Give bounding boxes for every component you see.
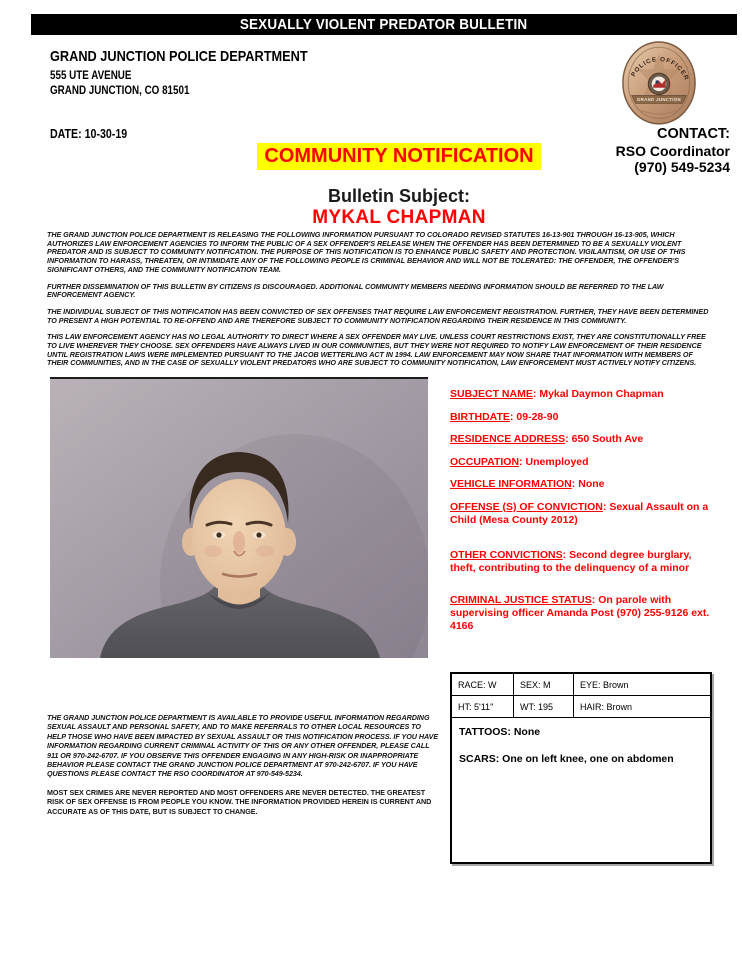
tattoos-line: TATTOOS: None: [459, 726, 541, 738]
safety-info-paragraph: THE GRAND JUNCTION POLICE DEPARTMENT IS AVAILABLE TO PROVIDE USEFUL INFORMATION REGARDING SEXUAL ASSAULT AND PERSONAL SAFETY, AND TO MAKE REFERRALS TO OTHER LOCAL RESOURCES TO HELP THOSE WHO HAVE BEEN IMPACTED BY SEXUAL ASSAULT OR THIS NOTIFICATION PROCESS. IF YOU HAVE INFORMATION REGARDING CURRENT CRIMINAL ACTIVITY OF THIS OR ANY OTHER OFFENDER, PLEASE CALL 911 OR 970-242-6707. IF YOU OBSERVE THIS OFFENDER ENGAGING IN ANY HIGH-RISK OR INAPPROPRIATE BEHAVIOR PLEASE CONTACT THE GRAND JUNCTION POLICE DEPARTMENT AT 970-242-6707. IF YOU HAVE QUESTIONS PLEASE CONTACT THE RSO COORDINATOR AT 970-549-5234.: [47, 713, 439, 779]
badge-top-text: POLICE OFFICER: [629, 56, 691, 82]
marks-section: [452, 718, 710, 774]
table-cell-race: RACE: W: [452, 674, 514, 696]
detail-row-birthdate: BIRTHDATE: 09-28-90: [450, 410, 559, 423]
contact-phone: (970) 549-5234: [634, 159, 730, 175]
detail-row-occupation: OCCUPATION: Unemployed: [450, 455, 589, 468]
department-address-line1: 555 UTE AVENUE: [50, 68, 132, 82]
table-cell-sex: SEX: M: [514, 674, 574, 696]
bulletin-subject-heading: Bulletin Subject:: [327, 186, 470, 206]
table-cell-hair: HAIR: Brown: [574, 696, 710, 718]
detail-row-vehicle-information: VEHICLE INFORMATION: None: [450, 478, 605, 490]
community-notification-title: COMMUNITY NOTIFICATION: [257, 143, 540, 170]
physical-description-grid: [452, 674, 710, 718]
department-address-line2: GRAND JUNCTION, CO 81501: [50, 83, 190, 97]
bulletin-date: DATE: 10-30-19: [50, 127, 128, 141]
subject-details-list: [450, 388, 712, 642]
release-statute-paragraph: THE GRAND JUNCTION POLICE DEPARTMENT IS RELEASING THE FOLLOWING INFORMATION PURSUANT TO COLORADO REVISED STATUTES 16-13-901 THROUGH 16-13-905, WHICH AUTHORIZES LAW ENFORCEMENT AGENCIES TO INFORM THE PUBLIC OF A SEX OFFENDER'S RELEASE WHEN THE OFFENDER HAS BEEN DETERMINED TO BE A SEXUALLY VIOLENT PREDATOR AND IS SUBJECT TO COMMUNITY NOTIFICATION. THE PURPOSE OF THIS NOTIFICATION IS TO ENHANCE PUBLIC SAFETY AND PROTECTION. VIGILANTISM, OR USE OF THIS INFORMATION TO HARASS, THREATEN, OR INTIMIDATE ANY OF THE FOLLOWING PEOPLE IS CRIMINAL BEHAVIOR AND WILL NOT BE TOLERATED: THE OFFENDER, THE OFFENDER'S SIGNIFICANT OTHERS, AND THE COMMUNITY NOTIFICATION TEAM.: [47, 230, 686, 274]
contact-heading: CONTACT:: [656, 126, 730, 142]
badge-banner-text: GRAND JUNCTION: [636, 97, 682, 103]
detail-row-other-convictions: OTHER CONVICTIONS: Second degree burglary, theft, contributing to the delinquency of a minor: [450, 548, 692, 574]
contact-name: RSO Coordinator: [615, 142, 730, 159]
department-name: GRAND JUNCTION POLICE DEPARTMENT: [50, 48, 308, 65]
bulletin-subject-name: MYKAL CHAPMAN: [312, 207, 486, 228]
table-cell-eye: EYE: Brown: [574, 674, 710, 696]
detail-row-offense-of-conviction: OFFENSE (S) OF CONVICTION: Sexual Assault on a Child (Mesa County 2012): [450, 500, 709, 526]
detail-row-criminal-justice-status: CRIMINAL JUSTICE STATUS: On parole with supervising officer Amanda Post (970) 255-9126 ext. 4166: [450, 593, 710, 632]
legal-paragraphs: [47, 231, 709, 376]
detail-row-residence-address: RESIDENCE ADDRESS: 650 South Ave: [450, 433, 644, 445]
footer-paragraphs: [47, 713, 441, 825]
scars-line: SCARS: One on left knee, one on abdomen: [459, 753, 674, 765]
department-block: [50, 48, 353, 98]
community-notification-row: [56, 143, 742, 170]
disclaimer-paragraph: MOST SEX CRIMES ARE NEVER REPORTED AND MOST OFFENDERS ARE NEVER DETECTED. THE GREATEST RISK OF SEX OFFENSE IS FROM PEOPLE YOU KNOW. THE INFORMATION PROVIDED HEREIN IS CURRENT AND ACCURATE AS OF THIS DATE, BUT IS SUBJECT TO CHANGE.: [47, 787, 432, 816]
table-cell-weight: WT: 195: [514, 696, 574, 718]
physical-description-table: [450, 672, 712, 864]
offender-mugshot: [50, 377, 428, 658]
detail-row-subject-name: SUBJECT NAME: Mykal Daymon Chapman: [450, 388, 664, 400]
bulletin-banner: [31, 14, 737, 35]
banner-title: SEXUALLY VIOLENT PREDATOR BULLETIN: [240, 16, 528, 33]
dissemination-paragraph: FURTHER DISSEMINATION OF THIS BULLETIN BY CITIZENS IS DISCOURAGED. ADDITIONAL COMMUNITY MEMBERS NEEDING INFORMATION SHOULD BE REFERRED TO THE LAW ENFORCEMENT AGENCY.: [47, 281, 664, 300]
conviction-notice-paragraph: THE INDIVIDUAL SUBJECT OF THIS NOTIFICATION HAS BEEN CONVICTED OF SEX OFFENSES THAT REQUIRE LAW ENFORCEMENT REGISTRATION. FURTHER, THEY HAVE BEEN DETERMINED TO PRESENT A HIGH POTENTIAL TO RE-OFFEND AND ARE THEREFORE SUBJECT TO COMMUNITY NOTIFICATION REGARDING THEIR RESIDENCE IN THIS COMMUNITY.: [47, 306, 709, 325]
police-badge-icon: [620, 40, 698, 128]
residency-authority-paragraph: THIS LAW ENFORCEMENT AGENCY HAS NO LEGAL AUTHORITY TO DIRECT WHERE A SEX OFFENDER MAY LIVE. UNLESS COURT RESTRICTIONS EXIST, THEY ARE CONSTITUTIONALLY FREE TO LIVE WHEREVER THEY CHOOSE. SEX OFFENDERS HAVE ALWAYS LIVED IN OUR COMMUNITIES, BUT THEY WERE NOT REQUIRED TO NOTIFY LAW ENFORCEMENT OF THEIR RESIDENCE UNTIL REGISTRATION LAWS WERE IMPLEMENTED PURSUANT TO THE JACOB WETTERLING ACT IN 1994. LAW ENFORCEMENT MAY NOW SHARE THAT INFORMATION WITH MEMBERS OF THEIR COMMUNITIES, AND IN THE CASE OF SEXUALLY VIOLENT PREDATORS WHO ARE SUBJECT TO COMMUNITY NOTIFICATION, LAW ENFORCEMENT MUST ACTIVELY NOTIFY CITIZENS.: [47, 332, 706, 368]
table-cell-height: HT: 5'11": [452, 696, 514, 718]
